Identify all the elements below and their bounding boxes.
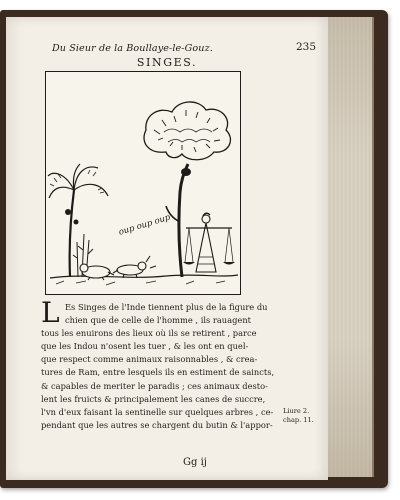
text-line: lent les fruicts & principalement les canes de succre, <box>41 393 266 404</box>
text-line: l'vn d'eux faisant la sentinelle sur quelques arbres , ce- <box>41 406 274 417</box>
ground-hatching <box>56 281 225 285</box>
text-line: tous les enuirons des lieux où ils se retirent , parce <box>41 328 257 339</box>
margin-note-line: chap. 11. <box>283 416 314 424</box>
signature-mark: Gg ij <box>183 457 207 468</box>
text-line: chien que de celle de l'homme , ils rauagent <box>65 315 251 326</box>
page-number: 235 <box>296 41 317 53</box>
text-line: que respect comme animaux raisonnables , & crea- <box>41 354 258 365</box>
margin-note <box>283 407 314 425</box>
text-line: pendant que les autres se chargent du butin & l'appor- <box>41 419 273 430</box>
body-text <box>41 296 281 432</box>
woodcut-caption: oup oup oup <box>117 212 172 238</box>
page-edges <box>326 17 374 477</box>
text-line: tures de Ram, entre lesquels ils en estiment de saincts, <box>41 367 275 378</box>
running-head: Du Sieur de la Boullaye-le-Gouz. <box>52 43 213 54</box>
text-line: Es Singes de l'Inde tiennent plus de la figure du <box>65 302 268 312</box>
woodcut-image <box>46 72 242 296</box>
book-page <box>6 17 328 480</box>
text-line: que les Indou n'osent les tuer , & les ont en quel- <box>41 341 249 352</box>
margin-note-line: Liure 2. <box>283 407 310 415</box>
tree <box>144 102 230 277</box>
woman-with-scales <box>183 213 235 272</box>
woodcut-illustration <box>45 71 241 295</box>
text-line: & capables de meriter le paradis ; ces animaux desto- <box>41 380 268 391</box>
section-title: SINGES. <box>136 56 198 69</box>
drop-cap: L <box>41 296 60 329</box>
